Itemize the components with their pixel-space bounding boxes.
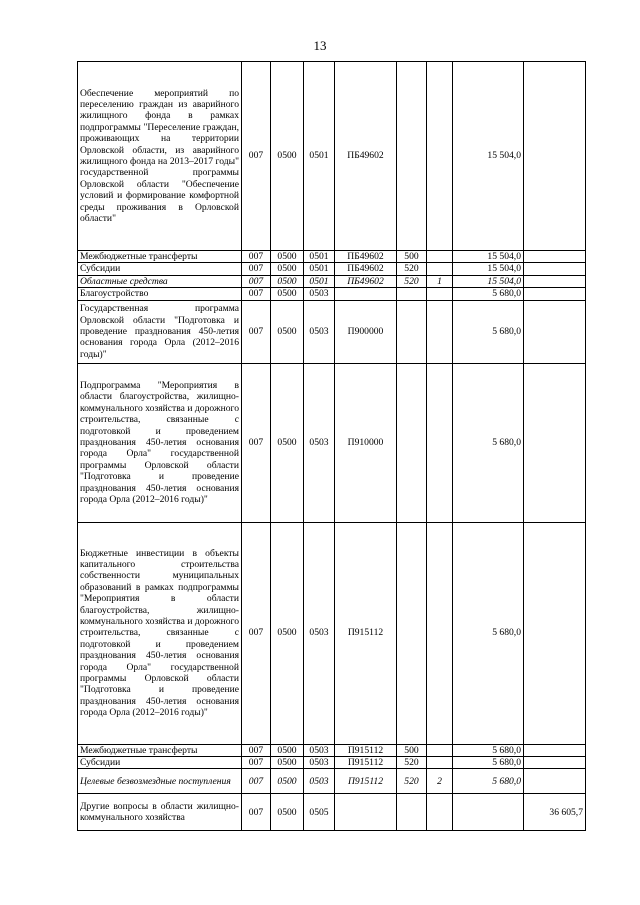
source-code [427, 263, 453, 275]
table-row [78, 363, 586, 522]
row-name: Бюджетные инвестиции в объекты капитального строительства собственности муниципальных образований в рамках подпрограммы "Мероприятия в области благоустройства, жилищно-коммунального хозяйства и дорожного строительства, связанные с подготовкой и проведением празднования 450-летия основания города Орла" государственной программы Орловской области "Подготовка и проведение празднования 450-летия основания города Орла (2012–2016 годы)" [78, 522, 242, 744]
sum-value: 5 680,0 [453, 744, 524, 756]
ministry-code: 007 [242, 300, 271, 363]
ministry-code: 007 [242, 275, 271, 287]
table-row [78, 288, 586, 300]
table-row [78, 62, 586, 251]
sum-value: 15 504,0 [453, 251, 524, 263]
section-code: 0500 [271, 251, 304, 263]
sum2-value [524, 769, 586, 794]
target-code: П915112 [335, 522, 397, 744]
sum-value [453, 794, 524, 831]
subsection-code: 0501 [304, 275, 335, 287]
row-name: Благоустройство [78, 288, 242, 300]
sum2-value [524, 363, 586, 522]
row-name: Областные средства [78, 275, 242, 287]
target-code: П900000 [335, 300, 397, 363]
target-code: ПБ49602 [335, 263, 397, 275]
sum2-value [524, 744, 586, 756]
target-code: П915112 [335, 769, 397, 794]
section-code: 0500 [271, 522, 304, 744]
table-row [78, 263, 586, 275]
row-name: Обеспечение мероприятий по переселению граждан из аварийного жилищного фонда в рамках подпрограммы "Переселение граждан, проживающих на территории Орловской области, из аварийного жилищного фонда на 2013–2017 годы" государственной программы Орловской области "Обеспечение условий и формирование комфортной среды проживания в Орловской области" [78, 62, 242, 251]
subsection-code: 0503 [304, 300, 335, 363]
source-code [427, 62, 453, 251]
expense-type-code [397, 62, 427, 251]
ministry-code: 007 [242, 744, 271, 756]
row-name: Целевые безвозмездные поступления [78, 769, 242, 794]
subsection-code: 0503 [304, 522, 335, 744]
ministry-code: 007 [242, 363, 271, 522]
expense-type-code [397, 300, 427, 363]
source-code [427, 757, 453, 769]
sum-value: 5 680,0 [453, 522, 524, 744]
sum2-value [524, 275, 586, 287]
ministry-code: 007 [242, 757, 271, 769]
section-code: 0500 [271, 288, 304, 300]
sum2-value [524, 62, 586, 251]
section-code: 0500 [271, 363, 304, 522]
source-code [427, 522, 453, 744]
table-row [78, 757, 586, 769]
section-code: 0500 [271, 744, 304, 756]
source-code [427, 794, 453, 831]
expense-type-code: 520 [397, 275, 427, 287]
ministry-code: 007 [242, 288, 271, 300]
row-name: Межбюджетные трансферты [78, 744, 242, 756]
source-code [427, 300, 453, 363]
table-row [78, 522, 586, 744]
table-row [78, 300, 586, 363]
sum-value: 15 504,0 [453, 275, 524, 287]
table-row [78, 744, 586, 756]
ministry-code: 007 [242, 62, 271, 251]
target-code: ПБ49602 [335, 62, 397, 251]
sum-value: 15 504,0 [453, 62, 524, 251]
table-row [78, 275, 586, 287]
subsection-code: 0505 [304, 794, 335, 831]
subsection-code: 0501 [304, 251, 335, 263]
target-code [335, 794, 397, 831]
sum2-value [524, 757, 586, 769]
sum2-value [524, 288, 586, 300]
sum-value: 5 680,0 [453, 757, 524, 769]
sum2-value [524, 251, 586, 263]
source-code [427, 288, 453, 300]
target-code: ПБ49602 [335, 275, 397, 287]
source-code: 2 [427, 769, 453, 794]
source-code: 1 [427, 275, 453, 287]
subsection-code: 0503 [304, 769, 335, 794]
expense-type-code: 500 [397, 251, 427, 263]
table-row [78, 769, 586, 794]
ministry-code: 007 [242, 769, 271, 794]
ministry-code: 007 [242, 522, 271, 744]
table-row [78, 251, 586, 263]
section-code: 0500 [271, 263, 304, 275]
page-number: 13 [313, 38, 327, 53]
expense-type-code: 520 [397, 757, 427, 769]
budget-table [77, 61, 586, 831]
row-name: Субсидии [78, 757, 242, 769]
sum2-value [524, 263, 586, 275]
sum-value: 5 680,0 [453, 288, 524, 300]
sum2-value [524, 522, 586, 744]
expense-type-code: 500 [397, 744, 427, 756]
target-code: ПБ49602 [335, 251, 397, 263]
subsection-code: 0503 [304, 757, 335, 769]
section-code: 0500 [271, 300, 304, 363]
sum2-value [524, 300, 586, 363]
expense-type-code [397, 363, 427, 522]
row-name: Субсидии [78, 263, 242, 275]
sum-value: 5 680,0 [453, 363, 524, 522]
sum-value: 15 504,0 [453, 263, 524, 275]
subsection-code: 0503 [304, 288, 335, 300]
subsection-code: 0503 [304, 363, 335, 522]
target-code [335, 288, 397, 300]
row-name: Другие вопросы в области жилищно-коммунального хозяйства [78, 794, 242, 831]
expense-type-code: 520 [397, 263, 427, 275]
expense-type-code: 520 [397, 769, 427, 794]
subsection-code: 0503 [304, 744, 335, 756]
row-name: Подпрограмма "Мероприятия в области благоустройства, жилищно-коммунального хозяйства и дорожного строительства, связанные с подготовкой и проведением празднования 450-летия основания города Орла" государственной программы Орловской области "Подготовка и проведение празднования 450-летия основания города Орла (2012–2016 годы)" [78, 363, 242, 522]
section-code: 0500 [271, 757, 304, 769]
section-code: 0500 [271, 769, 304, 794]
source-code [427, 363, 453, 522]
section-code: 0500 [271, 794, 304, 831]
sum-value: 5 680,0 [453, 300, 524, 363]
ministry-code: 007 [242, 794, 271, 831]
sum2-value: 36 605,7 [524, 794, 586, 831]
expense-type-code [397, 288, 427, 300]
section-code: 0500 [271, 275, 304, 287]
sum-value: 5 680,0 [453, 769, 524, 794]
expense-type-code [397, 522, 427, 744]
target-code: П910000 [335, 363, 397, 522]
target-code: П915112 [335, 757, 397, 769]
row-name: Межбюджетные трансферты [78, 251, 242, 263]
expense-type-code [397, 794, 427, 831]
source-code [427, 251, 453, 263]
row-name: Государственная программа Орловской области "Подготовка и проведение празднования 450-летия основания города Орла (2012–2016 годы)" [78, 300, 242, 363]
subsection-code: 0501 [304, 263, 335, 275]
section-code: 0500 [271, 62, 304, 251]
source-code [427, 744, 453, 756]
ministry-code: 007 [242, 263, 271, 275]
ministry-code: 007 [242, 251, 271, 263]
table-row [78, 794, 586, 831]
subsection-code: 0501 [304, 62, 335, 251]
target-code: П915112 [335, 744, 397, 756]
